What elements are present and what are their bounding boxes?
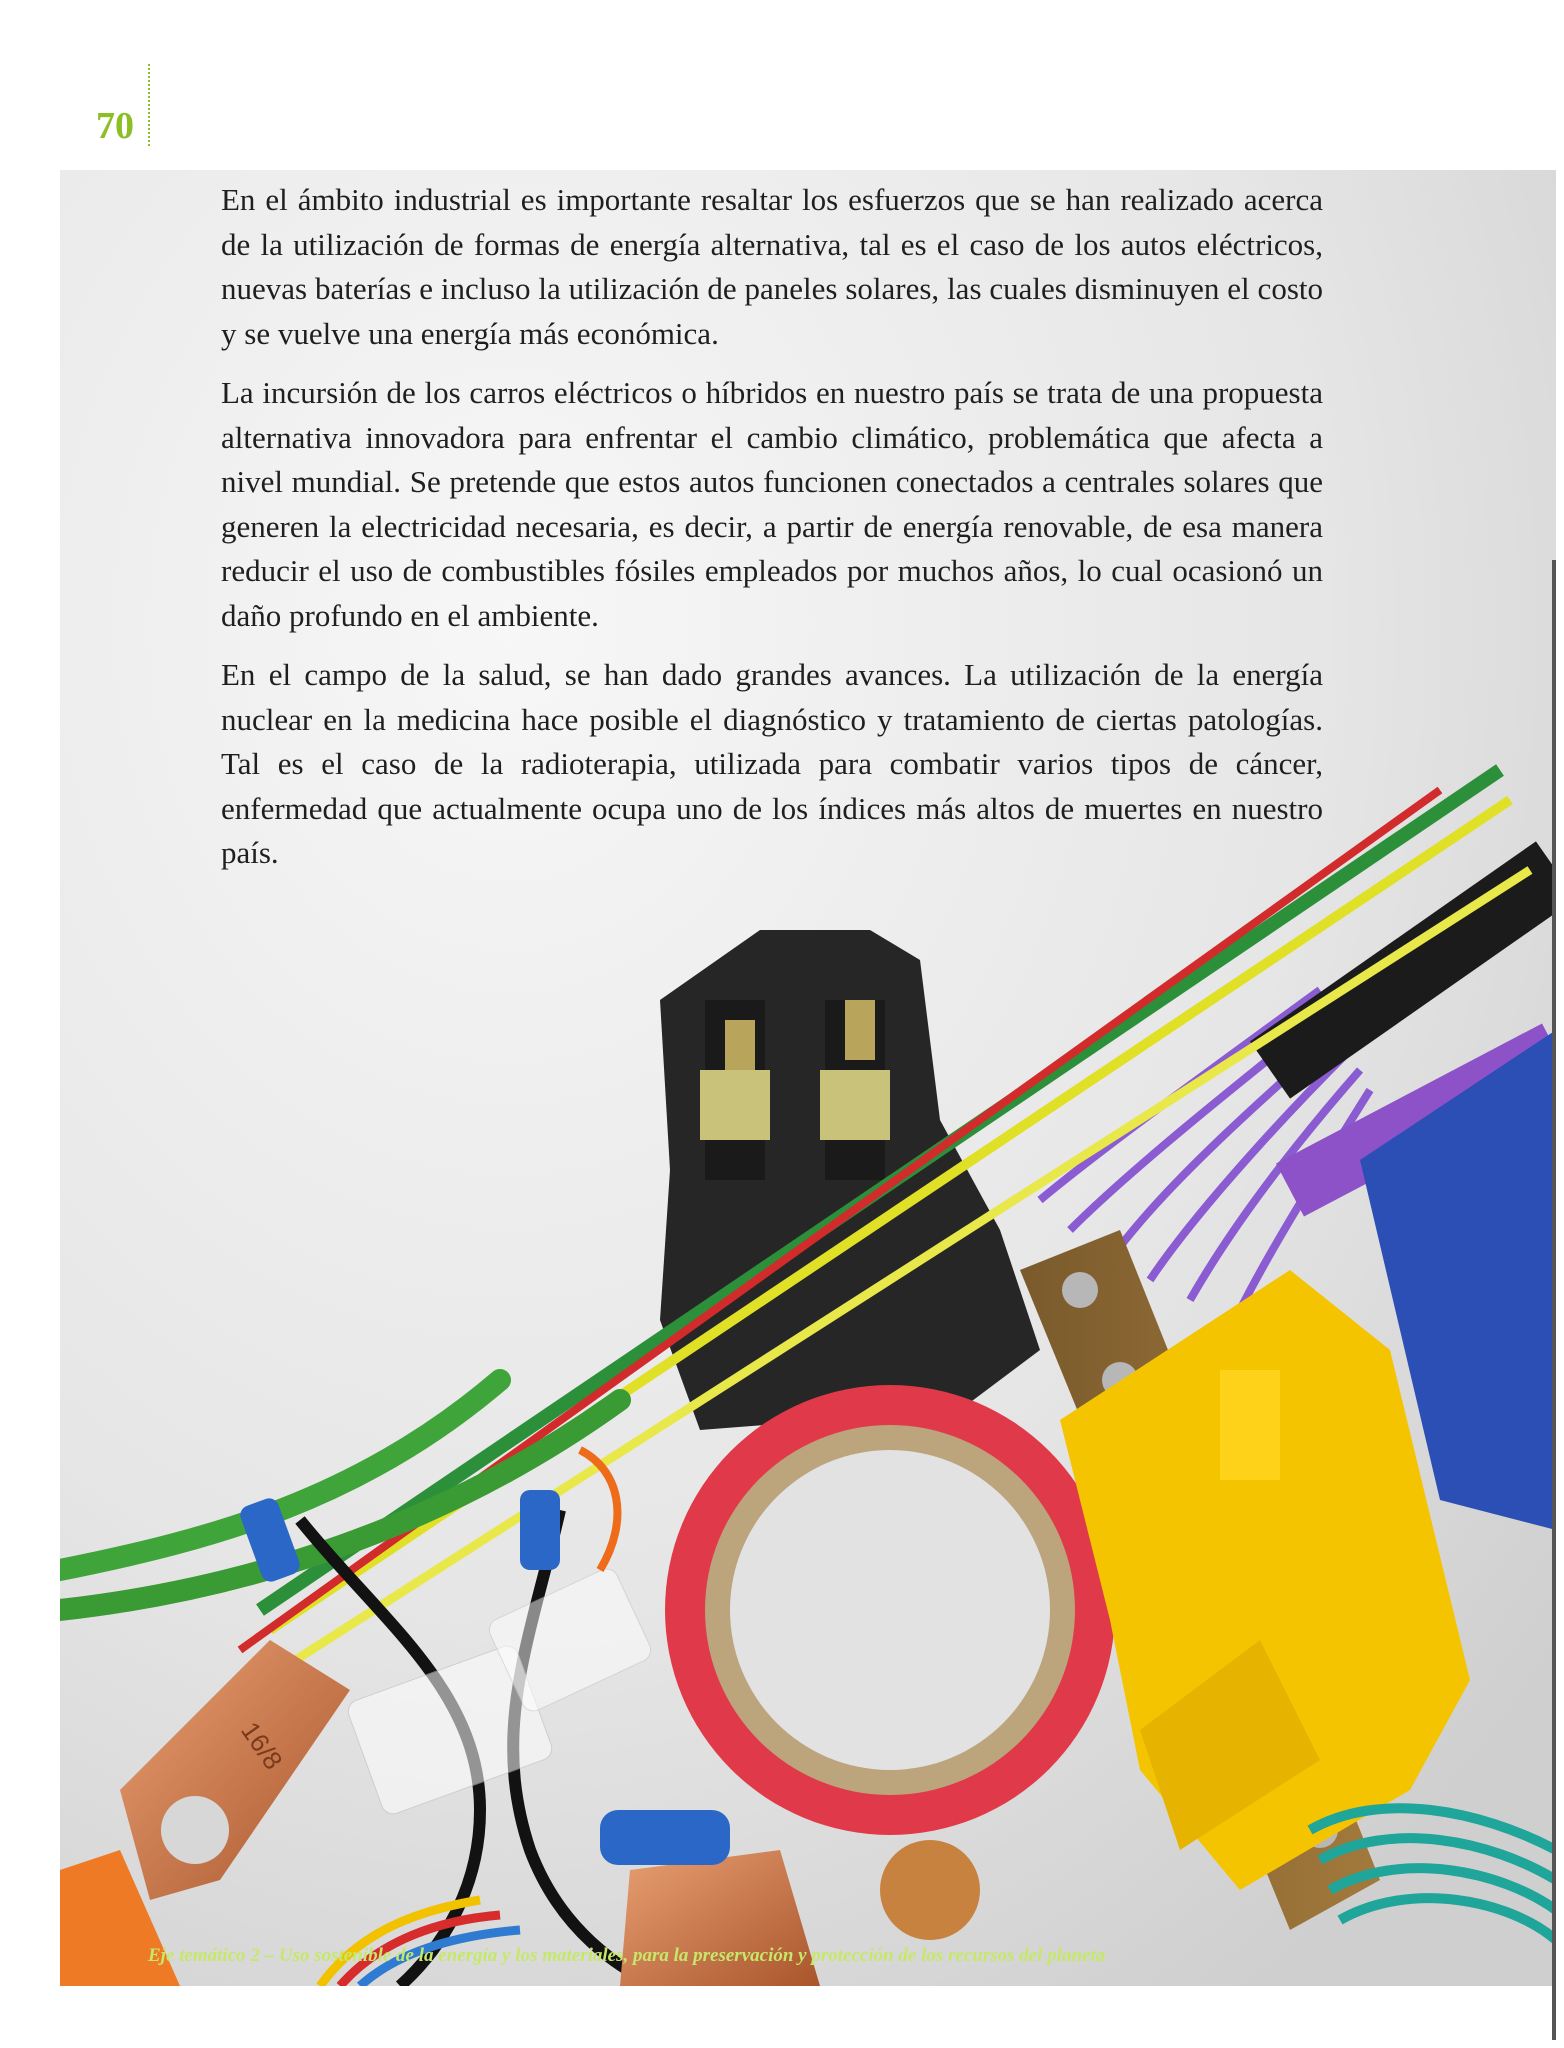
brass-screw-right (845, 1000, 875, 1060)
paragraph: La incursión de los carros eléctricos o híbridos en nuestro país se trata de una propuesta alternativa innovadora para enfrentar el cambio climático, problemática que afecta a nivel mundial. Se pretende que estos autos funcionen conectados a centrales solares que generen la electricidad necesaria, es decir, a partir de energía renovable, de esa manera reducir el uso de combustibles fósiles empleados por muchos años, lo cual ocasionó un daño profundo en el ambiente. (221, 375, 1323, 633)
brass-screw-left (725, 1020, 755, 1070)
red-electrical-tape (665, 1385, 1115, 1835)
paragraph: En el ámbito industrial es importante resaltar los esfuerzos que se han realizado acerca de la utilización de formas de energía alternativa, tal es el caso de los autos eléctricos, nuevas baterías e incluso la utilización de paneles solares, las cuales disminuyen el costo y se vuelve una energía más económica. (221, 182, 1323, 351)
blue-ferrule-right (520, 1490, 560, 1570)
page-number-rule (148, 64, 150, 146)
copper-screw (880, 1840, 980, 1940)
lug-marking: 16/8 (235, 1716, 289, 1775)
page-edge-shadow (1552, 560, 1556, 2040)
blue-butt-connector (600, 1810, 730, 1865)
body-text (221, 178, 1323, 891)
paragraph: En el campo de la salud, se han dado grandes avances. La utilización de la energía nuclear en la medicina hace posible el diagnóstico y tratamiento de ciertas patologías. Tal es el caso de la radioterapia, utilizada para combatir varios tipos de cáncer, enfermedad que actualmente ocupa uno de los índices más altos de muertes en nuestro país. (221, 657, 1323, 870)
page-number: 70 (96, 105, 134, 147)
running-footer: Eje temático 2 – Uso sostenible de la energía y los materiales, para la preservación y protección de los recursos del planeta (148, 1945, 1106, 1966)
